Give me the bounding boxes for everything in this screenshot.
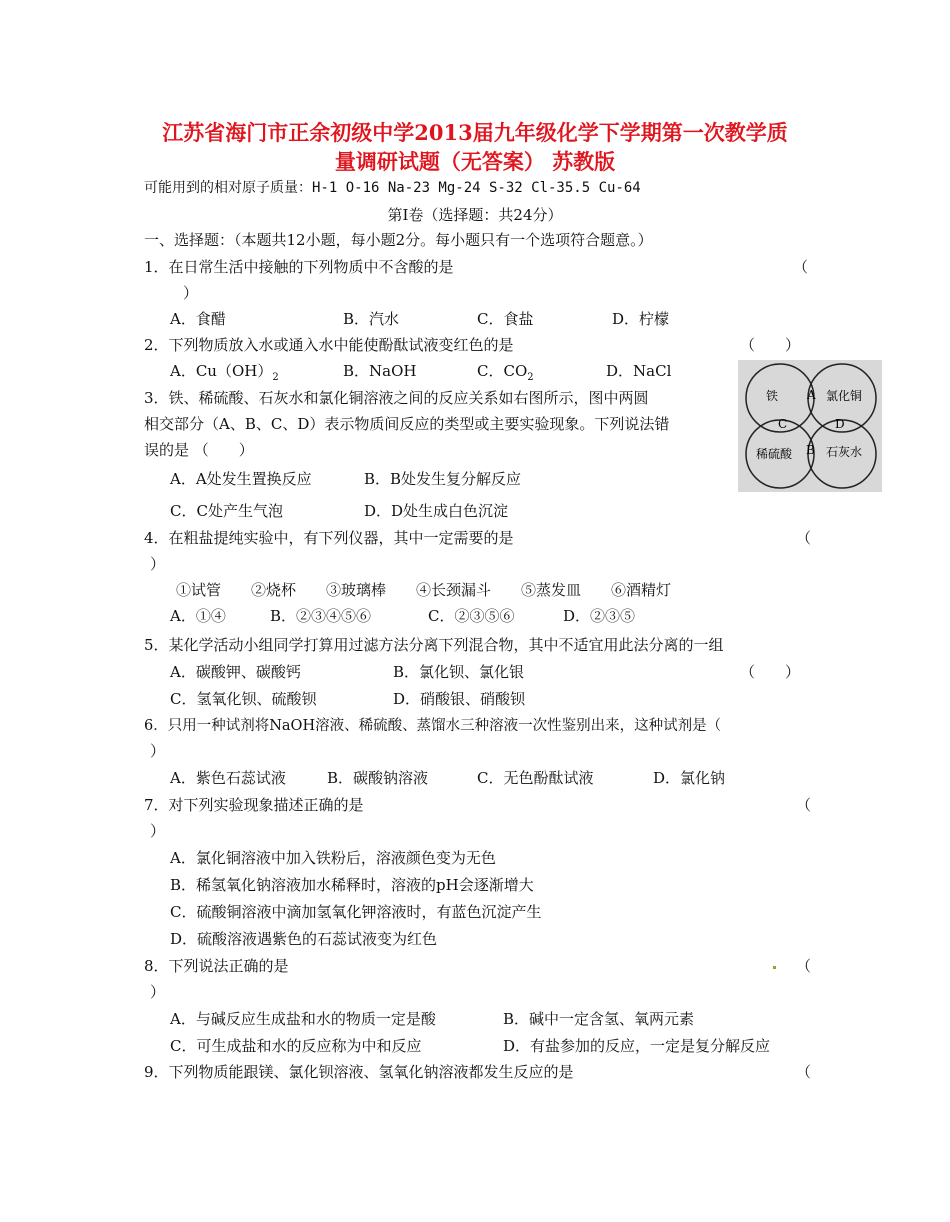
doc-title-line1: 江苏省海门市正余初级中学2013届九年级化学下学期第一次教学质 <box>162 120 788 145</box>
q7-paren-open: （ <box>796 796 812 814</box>
q2-option-a: A．$Cu(OH)_2$ <box>170 362 279 383</box>
stray-dot <box>773 966 776 969</box>
q5-paren: （ ） <box>740 663 801 681</box>
q6-paren-close: ） <box>150 742 166 760</box>
q8-stem: 8．下列说法正确的是 <box>144 957 289 975</box>
q7-stem: 7．对下列实验现象描述正确的是 <box>144 796 364 814</box>
q4-option-b: B．②③④⑤⑥ <box>270 607 372 625</box>
q4-option-a: A．①④ <box>170 607 226 625</box>
q7-paren-close: ） <box>150 822 166 840</box>
atomic-masses: 可能用到的相对原子质量：H-1 O-16 Na-23 Mg-24 S-32 Cl-35.5 Cu-64 <box>144 180 641 196</box>
q1-option-c: C．食盐 <box>477 310 534 328</box>
q1-option-d: D．柠檬 <box>612 310 670 328</box>
doc-title-line2: 量调研试题（无答案） 苏教版 <box>334 149 616 174</box>
q7-option-a: A．氯化铜溶液中加入铁粉后，溶液颜色变为无色 <box>170 849 496 867</box>
q5-option-c: C．氢氧化钡、硫酸钡 <box>170 690 317 708</box>
q8-paren-close: ） <box>150 983 166 1001</box>
q2-stem: 2．下列物质放入水或通入水中能使酚酞试液变红色的是 <box>144 336 514 354</box>
q6-option-d: D．氯化钠 <box>653 769 726 787</box>
label-B: B <box>806 443 815 457</box>
q7-option-d: D．硫酸溶液遇紫色的石蕊试液变为红色 <box>170 930 438 948</box>
q3-stem-line1: 3．铁、稀硫酸、石灰水和氯化铜溶液之间的反应关系如右图所示，图中两圆 <box>144 389 649 407</box>
q4-option-d: D．②③⑤ <box>563 607 636 625</box>
q2-paren: （ ） <box>740 336 801 354</box>
q5-stem: 5．某化学活动小组同学打算用过滤方法分离下列混合物，其中不适宜用此法分离的一组 <box>144 636 724 654</box>
reaction-circles-diagram <box>738 360 882 492</box>
q2-option-b: B．NaOH <box>343 362 417 380</box>
label-iron: 铁 <box>766 389 779 403</box>
q4-stem: 4．在粗盐提纯实验中，有下列仪器，其中一定需要的是 <box>144 529 514 547</box>
q6-stem: 6．只用一种试剂将NaOH溶液、稀硫酸、蒸馏水三种溶液一次性鉴别出来，这种试剂是（ <box>144 718 722 734</box>
q2-option-c: C．$CO_2$ <box>477 362 534 383</box>
q8-option-b: B．碱中一定含氢、氧两元素 <box>503 1010 695 1028</box>
q3-option-d: D．D处生成白色沉淀 <box>364 502 509 520</box>
q3-option-c: C．C处产生气泡 <box>170 502 283 520</box>
q7-option-c: C．硫酸铜溶液中滴加氢氧化钾溶液时，有蓝色沉淀产生 <box>170 903 542 921</box>
q8-option-a: A．与碱反应生成盐和水的物质一定是酸 <box>170 1010 436 1028</box>
q6-option-c: C．无色酚酞试液 <box>477 769 594 787</box>
q4-instruments: ①试管 ②烧杯 ③玻璃棒 ④长颈漏斗 ⑤蒸发皿 ⑥酒精灯 <box>176 581 672 599</box>
q1-option-b: B．汽水 <box>343 310 400 328</box>
q1-stem: 1．在日常生活中接触的下列物质中不含酸的是 <box>144 258 454 276</box>
label-D: D <box>835 417 845 431</box>
q5-option-d: D．硝酸银、硝酸钡 <box>393 690 526 708</box>
q1-option-a: A．食醋 <box>170 310 226 328</box>
label-A: A <box>807 388 816 402</box>
q1-paren-open: （ <box>793 258 809 276</box>
label-C: C <box>778 417 788 431</box>
label-sulfuric-acid: 稀硫酸 <box>756 447 793 461</box>
q9-stem: 9．下列物质能跟镁、氯化钡溶液、氢氧化钠溶液都发生反应的是 <box>144 1063 574 1081</box>
q8-option-d: D．有盐参加的反应，一定是复分解反应 <box>503 1037 771 1055</box>
q3-option-a: A．A处发生置换反应 <box>170 470 312 488</box>
section-title: 第Ⅰ卷（选择题：共24分） <box>387 206 563 224</box>
q6-option-a: A．紫色石蕊试液 <box>170 769 286 787</box>
q3-stem-line2: 相交部分（A、B、C、D）表示物质间反应的类型或主要实验现象。下列说法错 <box>144 415 670 433</box>
q4-option-c: C．②③⑤⑥ <box>428 607 515 625</box>
q1-paren-close: ） <box>183 284 199 302</box>
q8-option-c: C．可生成盐和水的反应称为中和反应 <box>170 1037 422 1055</box>
label-copper-chloride: 氯化铜 <box>826 389 863 403</box>
q3-stem-line3: 误的是 （ ） <box>144 441 254 459</box>
q9-paren-open: （ <box>796 1063 812 1081</box>
q5-option-b: B．氯化钡、氯化银 <box>393 663 525 681</box>
q2-option-d: D．NaCl <box>606 362 672 380</box>
q4-paren-close: ） <box>150 555 166 573</box>
q4-paren-open: （ <box>796 529 812 547</box>
q8-paren-open: （ <box>796 957 812 975</box>
q7-option-b: B．稀氢氧化钠溶液加水稀释时，溶液的pH会逐渐增大 <box>170 876 534 894</box>
q6-option-b: B．碳酸钠溶液 <box>327 769 429 787</box>
q5-option-a: A．碳酸钾、碳酸钙 <box>170 663 301 681</box>
label-limewater: 石灰水 <box>826 445 863 459</box>
part-header: 一、选择题：（本题共12小题，每小题2分。每小题只有一个选项符合题意。） <box>144 231 653 249</box>
q3-option-b: B．B处发生复分解反应 <box>364 470 522 488</box>
